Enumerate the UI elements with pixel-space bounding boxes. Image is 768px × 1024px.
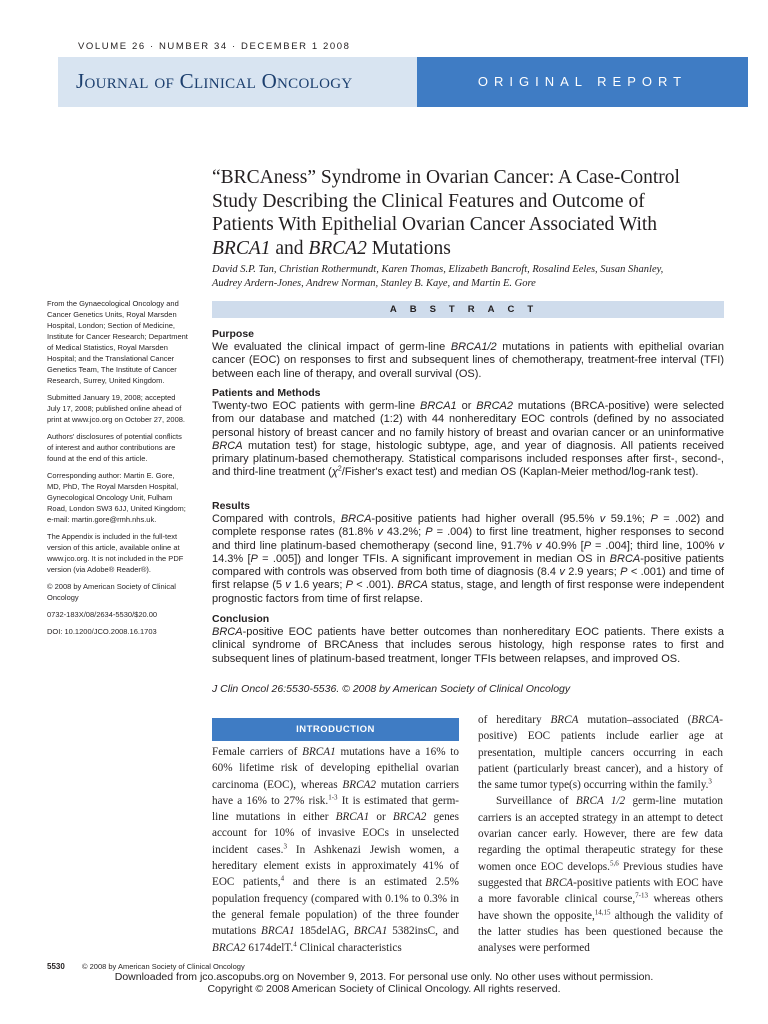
title-gene-brca2: BRCA2: [308, 237, 367, 259]
journal-banner: [58, 57, 748, 107]
purpose-text: We evaluated the clinical impact of germ-line BRCA1/2 mutations in patients with epithelial ovarian cancer (EOC) on responses to first and subsequent lines of chemotherapy, treatment-free interval (TFI) between each line of therapy, and overall survival (OS).: [212, 341, 724, 380]
introduction-heading: INTRODUCTION: [296, 724, 375, 735]
title-text: and: [270, 237, 309, 259]
appendix-note: The Appendix is included in the full-text version of this article, available online at www.jco.org. It is not included in the PDF version (via Adobe® Reader®).: [47, 532, 184, 574]
results-heading: Results: [212, 500, 250, 512]
title-gene-brca1: BRCA1: [212, 237, 271, 259]
report-type: ORIGINAL REPORT: [477, 74, 688, 89]
page-number: 5530: [47, 962, 65, 971]
abstract-results: [212, 500, 724, 606]
abstract-label: ABSTRACT: [389, 304, 547, 315]
abstract-conclusion: [212, 613, 724, 666]
abstract-purpose: [212, 328, 724, 381]
corresponding-author-note: Corresponding author: Martin E. Gore, MD, PhD, The Royal Marsden Hospital, Gynecological Oncology Unit, Fulham Road, London SW3 6JJ, United Kingdom; e-mail: martin.gore@rmh.nhs.uk.: [47, 471, 186, 524]
body-paragraph: Surveillance of BRCA 1/2 germ-line mutation carriers is an accepted strategy in an attempt to detect ovarian cancer early. However, there are few data regarding the optimal therapeutic strategy for these women once EOC develops.$^{5,6}$ Previous studies have suggested that BRCA-positive patients with EOC have a more favorable clinical course,$^{7-13}$ whereas others have shown the opposite,$^{14,15}$ although the validity of the latter studies has been questioned because the analyses were performed: [478, 795, 724, 955]
title-text: Mutations: [366, 237, 451, 259]
affiliation-note: From the Gynaecological Oncology and Cancer Genetics Units, Royal Marsden Hospital, London; Section of Medicine, Institute for Cancer Research; Department of Medical Statistics, Royal Marsden Hospital; and the Translational Cancer Genetics Team, The Institute of Cancer Research, Surrey, United Kingdom.: [47, 299, 188, 385]
title-line: Patients With Epithelial Ovarian Cancer Associated With: [212, 214, 658, 235]
body-paragraph: of hereditary BRCA mutation–associated (BRCA-positive) EOC patients include earlier age at presentation, multiple cancers occurring in each patient (particularly breast cancer), and a history of the same tumor type(s) occurring within the family.$^3$: [478, 714, 723, 792]
methods-heading: Patients and Methods: [212, 387, 321, 399]
download-notice: [0, 972, 768, 995]
title-line-last: [212, 237, 712, 261]
download-line: Downloaded from jco.ascopubs.org on November 9, 2013. For personal use only. No other uses without permission.: [114, 971, 654, 983]
disclosure-note: Authors' disclosures of potential conflicts of interest and author contributions are found at the end of this article.: [47, 432, 182, 463]
journal-banner-right: [417, 57, 748, 107]
conclusion-text: BRCA-positive EOC patients have better outcomes than nonhereditary EOC patients. There exists a clinical syndrome of BRCAness that includes serous histology, high response rates to first and subsequent lines of platinum-based treatment, longer TFIs between relapses, and improved OS.: [212, 626, 724, 665]
body-paragraph: Female carriers of BRCA1 mutations have a 16% to 60% lifetime risk of developing epithelial ovarian carcinoma (EOC), whereas BRCA2 mutation carriers have a 16% to 27% risk.$^{1-3}$ It is estimated that germ-line mutations in either BRCA1 or BRCA2 genes account for 10% of invasive EOCs in unselected incident cases.$^3$ In Ashkenazi Jewish women, a hereditary element exists in approximately 41% of EOC patients,$^4$ and there is an estimated 2.5% population frequency (compared with 0.1% to 0.3% in the general female population) of the three founder mutations BRCA1 185delAG, BRCA1 5382insC, and BRCA2 6174delT.$^4$ Clinical characteristics: [212, 746, 459, 954]
authors-line: Audrey Ardern-Jones, Andrew Norman, Stanley B. Kaye, and Martin E. Gore: [212, 278, 536, 289]
authors-line: David S.P. Tan, Christian Rothermundt, Karen Thomas, Elizabeth Bancroft, Rosalind Eeles, Susan Shanley,: [212, 264, 664, 275]
download-line: Copyright © 2008 American Society of Clinical Oncology. All rights reserved.: [207, 982, 561, 995]
article-sidebar: [47, 298, 189, 643]
doi-note: DOI: 10.1200/JCO.2008.16.1703: [47, 627, 157, 636]
footer-copyright: © 2008 by American Society of Clinical Oncology: [82, 962, 245, 971]
results-text: Compared with controls, BRCA-positive patients had higher overall (95.5% v 59.1%; P = .002) and complete response rates (81.8% v 43.2%; P = .004) to first line treatment, higher responses to second and third line platinum-based chemotherapy (second line, 91.7% v 40.9% [P = .004]; third line, 100% v 14.3% [P = .005]) and longer TFIs. A significant improvement in median OS in BRCA-positive patients compared with controls was observed from both time of diagnosis (8.4 v 2.9 years; P < .001) and time of first relapse (5 v 1.6 years; P < .001). BRCA status, stage, and length of first response were independent prognostic factors from time of first relapse.: [212, 513, 725, 605]
article-title: [212, 166, 712, 260]
author-list: [212, 263, 722, 291]
abstract-methods: [212, 387, 724, 480]
methods-text: Twenty-two EOC patients with germ-line BRCA1 or BRCA2 mutations (BRCA-positive) were selected from our database and matched (1:2) with 44 nonhereditary EOC controls (defined by no associated personal history of breast cancer and no family history of breast and ovarian cancer or an uninformative BRCA mutation test) for stage, histologic subtype, age, and year of diagnosis. All patients received primary platinum-based chemotherapy. Statistical comparisons included responses after first-, second-, and third-line treatment ($\chi^2/Fisher's$ exact test) and median OS (Kaplan-Meier method/log-rank test).: [212, 400, 724, 479]
volume-line: VOLUME 26 · NUMBER 34 · DECEMBER 1 2008: [78, 41, 351, 52]
purpose-heading: Purpose: [212, 328, 255, 340]
title-line: “BRCAness” Syndrome in Ovarian Cancer: A Case-Control: [212, 167, 680, 188]
conclusion-heading: Conclusion: [212, 613, 270, 625]
journal-banner-left: [58, 57, 417, 107]
body-column-right: [478, 712, 723, 956]
title-line: Study Describing the Clinical Features and Outcome of: [212, 190, 645, 212]
sidebar-copyright: © 2008 by American Society of Clinical Oncology: [47, 582, 176, 602]
journal-citation: J Clin Oncol 26:5530-5536. © 2008 by American Society of Clinical Oncology: [212, 683, 571, 695]
issn-note: 0732-183X/08/2634-5530/$20.00: [47, 610, 158, 619]
submission-note: Submitted January 19, 2008; accepted July 17, 2008; published online ahead of print at www.jco.org on October 27, 2008.: [47, 393, 185, 424]
journal-name: Journal of Clinical Oncology: [76, 69, 353, 93]
introduction-bar: [212, 718, 459, 741]
abstract-bar: [212, 301, 724, 318]
body-column-left: [212, 744, 459, 956]
